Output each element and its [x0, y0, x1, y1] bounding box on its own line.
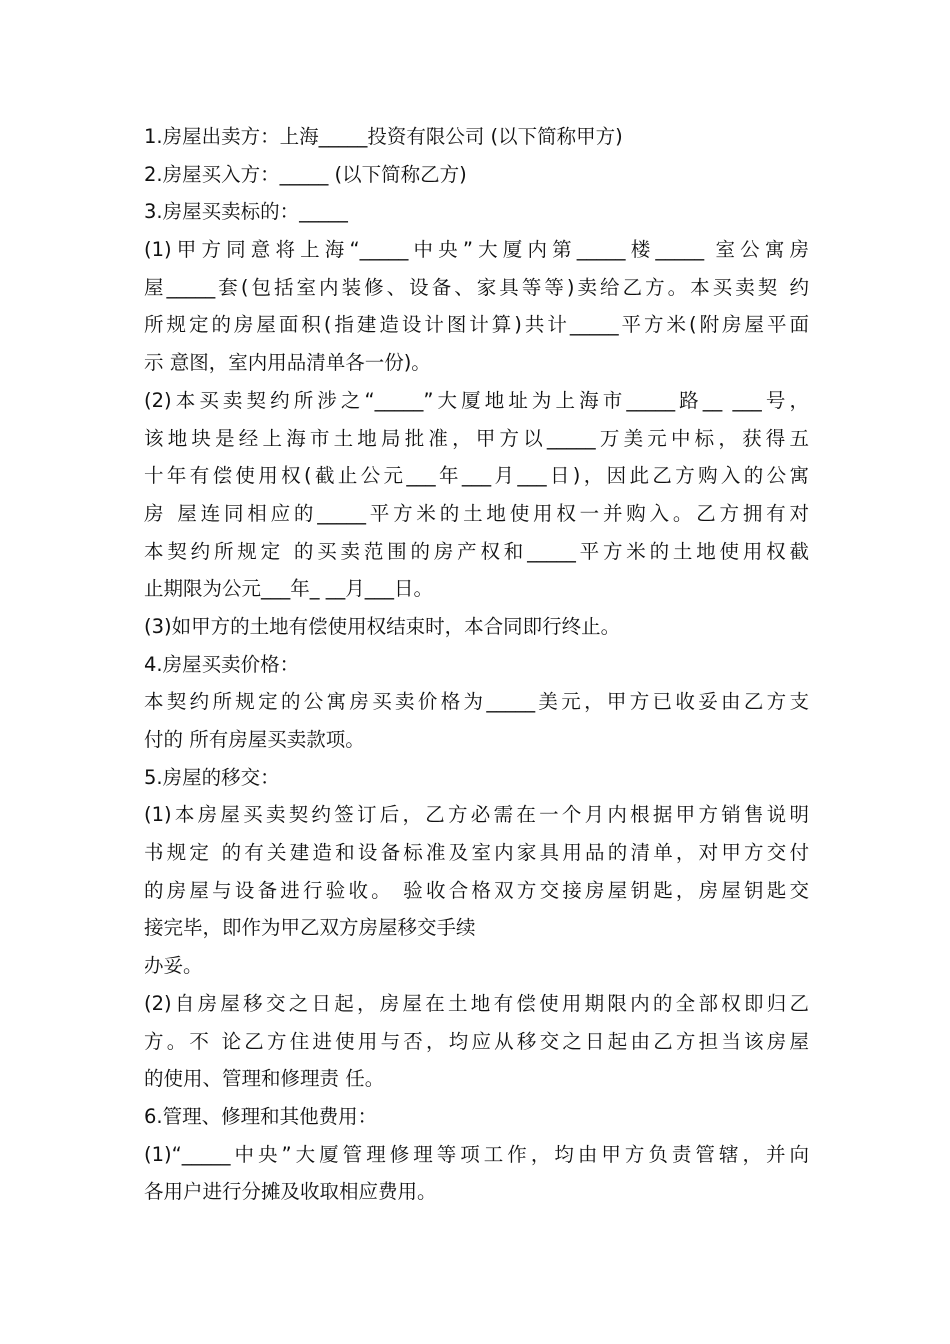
text-line: 本契约所规定的公寓房买卖价格为_____美元，甲方已收妥由乙方支	[144, 690, 809, 714]
text-line: (2)本买卖契约所涉之“_____”大厦地址为上海市_____路__ ___号，	[144, 388, 809, 412]
text-line: (1)本房屋买卖契约签订后，乙方必需在一个月内根据甲方销售说明	[144, 803, 809, 827]
text-line: 屋_____套(包括室内装修、设备、家具等等)卖给乙方。本买卖契 约	[144, 275, 809, 299]
text-line: 书规定 的有关建造和设备标准及室内家具用品的清单，对甲方交付	[144, 841, 809, 865]
text-line: (1)甲方同意将上海“_____中央”大厦内第_____楼_____ 室公寓房	[144, 238, 809, 262]
text-line: 本契约所规定 的买卖范围的房产权和_____平方米的土地使用权截	[144, 539, 809, 563]
text-line: 方。不 论乙方住进使用与否，均应从移交之日起由乙方担当该房屋	[144, 1029, 809, 1053]
contract-body	[144, 118, 809, 1211]
text-line: 付的 所有房屋买卖款项。	[144, 728, 365, 751]
text-line: 6.管理、修理和其他费用：	[144, 1104, 378, 1128]
text-line: 4.房屋买卖价格：	[144, 652, 300, 676]
text-line: 该地块是经上海市土地局批准，甲方以_____万美元中标，获得五	[144, 426, 809, 450]
text-line: 接完毕，即作为甲乙双方房屋移交手续	[144, 916, 476, 940]
text-line: 办妥。	[144, 954, 203, 978]
text-line: 所规定的房屋面积(指建造设计图计算)共计_____平方米(附房屋平面	[144, 313, 809, 337]
text-line: (1)“_____中央”大厦管理修理等项工作，均由甲方负责管辖，并向	[144, 1142, 809, 1166]
text-line: 5.房屋的移交：	[144, 765, 280, 789]
text-line: 示 意图，室内用品清单各一份)。	[144, 351, 431, 375]
text-line: (3)如甲方的土地有偿使用权结束时，本合同即行终止。	[144, 614, 621, 638]
text-line: 2.房屋买入方：_____ (以下简称乙方)	[144, 162, 467, 186]
text-line: 3.房屋买卖标的：_____	[144, 200, 348, 224]
text-line: 房 屋连同相应的_____平方米的土地使用权一并购入。乙方拥有对	[144, 501, 809, 525]
text-line: 止期限为公元___年_ __月___日。	[144, 577, 433, 601]
text-line: 各用户进行分摊及收取相应费用。	[144, 1180, 437, 1204]
text-line: 1.房屋出卖方：上海_____投资有限公司 (以下简称甲方)	[144, 125, 623, 148]
text-line: (2)自房屋移交之日起，房屋在土地有偿使用期限内的全部权即归乙	[144, 991, 809, 1015]
text-line: 十年有偿使用权(截止公元___年___月___日)，因此乙方购入的公寓	[144, 464, 809, 488]
text-line: 的房屋与设备进行验收。 验收合格双方交接房屋钥匙，房屋钥匙交	[144, 878, 809, 902]
text-line: 的使用、管理和修理责 任。	[144, 1067, 385, 1091]
